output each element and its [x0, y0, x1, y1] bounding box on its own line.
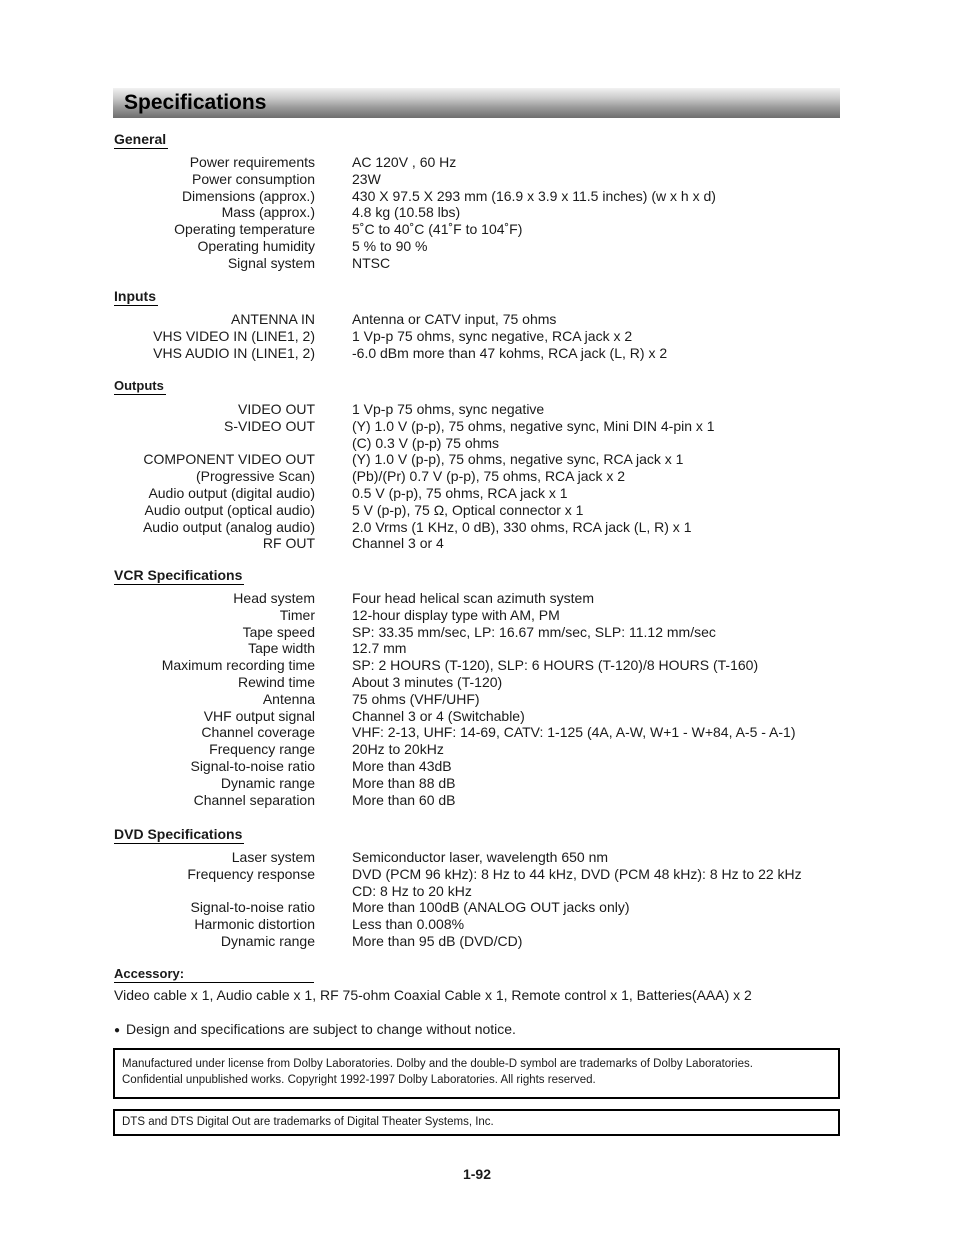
spec-value: (C) 0.3 V (p-p) 75 ohms	[352, 434, 500, 451]
spec-value: Less than 0.008%	[352, 916, 465, 933]
notice-text: Design and specifications are subject to change without notice.	[126, 1021, 516, 1037]
spec-label: Signal-to-noise ratio	[190, 899, 315, 916]
spec-table-dvd	[114, 849, 844, 950]
spec-value: Antenna or CATV input, 75 ohms	[352, 311, 557, 327]
spec-value: CD: 8 Hz to 20 kHz	[352, 882, 472, 899]
spec-row	[114, 519, 844, 536]
section-general	[114, 131, 844, 272]
spec-label: RF OUT	[262, 535, 315, 552]
spec-row	[114, 758, 844, 775]
spec-row	[114, 451, 844, 468]
spec-row	[114, 657, 844, 674]
spec-value: Channel 3 or 4 (Switchable)	[352, 707, 525, 724]
spec-row	[114, 255, 844, 272]
title-banner	[113, 88, 840, 118]
dolby-line-1: Manufactured under license from Dolby Laboratories. Dolby and the double-D symbol are trademarks of Dolby Laboratories.	[122, 1058, 753, 1070]
spec-label: VHS AUDIO IN (LINE1, 2)	[153, 344, 315, 361]
spec-table-outputs	[114, 401, 844, 552]
spec-row	[114, 933, 844, 950]
spec-value: (Y) 1.0 V (p-p), 75 ohms, negative sync, Mini DIN 4-pin x 1	[352, 417, 715, 434]
spec-row	[114, 154, 844, 171]
spec-value: 0.5 V (p-p), 75 ohms, RCA jack x 1	[352, 484, 568, 501]
spec-row	[114, 674, 844, 691]
spec-row	[114, 741, 844, 758]
spec-label: Maximum recording time	[161, 657, 315, 674]
notice	[114, 1021, 844, 1040]
spec-label: S-VIDEO OUT	[223, 417, 315, 434]
spec-value: (Y) 1.0 V (p-p), 75 ohms, negative sync, RCA jack x 1	[352, 451, 684, 468]
spec-label: Operating temperature	[174, 221, 315, 238]
spec-value: Channel 3 or 4	[352, 535, 444, 552]
dolby-line-2: Confidential unpublished works. Copyright 1992-1997 Dolby Laboratories. All rights reserved.	[122, 1074, 596, 1086]
dts-trademark-box	[113, 1109, 840, 1136]
spec-table-general	[114, 154, 844, 272]
spec-row	[114, 468, 844, 485]
spec-label: Tape speed	[242, 623, 315, 640]
spec-value: More than 60 dB	[352, 791, 456, 808]
spec-label: ANTENNA IN	[230, 311, 315, 327]
section-heading-inputs: Inputs	[114, 288, 156, 304]
spec-row	[114, 418, 844, 435]
spec-value: Four head helical scan azimuth system	[352, 590, 594, 606]
spec-value: More than 88 dB	[352, 774, 456, 791]
spec-label: Dynamic range	[220, 932, 315, 949]
spec-row	[114, 775, 844, 792]
spec-value: 1 Vp-p 75 ohms, sync negative, RCA jack x 2	[352, 327, 633, 344]
section-heading-outputs: Outputs	[114, 378, 164, 393]
spec-table-inputs	[114, 311, 844, 361]
spec-label: Frequency response	[187, 865, 315, 882]
spec-label: Channel coverage	[201, 724, 315, 741]
spec-value: 12-hour display type with AM, PM	[352, 606, 560, 623]
spec-row	[114, 435, 844, 452]
spec-value: SP: 33.35 mm/sec, LP: 16.67 mm/sec, SLP: 11.12 mm/sec	[352, 623, 716, 640]
spec-value: 4.8 kg (10.58 lbs)	[352, 204, 461, 221]
spec-row	[114, 485, 844, 502]
spec-row	[114, 640, 844, 657]
spec-label: Signal-to-noise ratio	[190, 757, 315, 774]
spec-row	[114, 899, 844, 916]
spec-label: Channel separation	[193, 791, 315, 808]
spec-row	[114, 708, 844, 725]
spec-value: More than 100dB (ANALOG OUT jacks only)	[352, 899, 630, 916]
section-heading-dvd: DVD Specifications	[114, 826, 243, 842]
spec-row	[114, 792, 844, 809]
spec-value: More than 43dB	[352, 757, 452, 774]
spec-row	[114, 238, 844, 255]
spec-label: Timer	[279, 606, 315, 623]
spec-value: AC 120V , 60 Hz	[352, 154, 457, 170]
spec-value: 5˚C to 40˚C (41˚F to 104˚F)	[352, 221, 523, 238]
spec-row	[114, 883, 844, 900]
spec-label: Head system	[233, 590, 315, 606]
spec-label: Audio output (analog audio)	[142, 518, 315, 535]
spec-value: (Pb)/(Pr) 0.7 V (p-p), 75 ohms, RCA jack x 2	[352, 468, 626, 485]
section-inputs	[114, 288, 844, 361]
spec-value: 1 Vp-p 75 ohms, sync negative	[352, 401, 545, 417]
spec-label: Dimensions (approx.)	[181, 187, 315, 204]
spec-value: 75 ohms (VHF/UHF)	[352, 690, 480, 707]
spec-label: COMPONENT VIDEO OUT	[143, 451, 315, 468]
section-dvd	[114, 826, 844, 950]
spec-row	[114, 171, 844, 188]
spec-row	[114, 401, 844, 418]
spec-row	[114, 345, 844, 362]
spec-value: -6.0 dBm more than 47 kohms, RCA jack (L, R) x 2	[352, 344, 668, 361]
spec-row	[114, 535, 844, 552]
spec-label: Frequency range	[209, 741, 315, 758]
spec-label: Operating humidity	[197, 237, 315, 254]
spec-label: Antenna	[262, 690, 315, 707]
spec-row	[114, 221, 844, 238]
spec-label: Harmonic distortion	[194, 916, 315, 933]
spec-value: SP: 2 HOURS (T-120), SLP: 6 HOURS (T-120)/8 HOURS (T-160)	[352, 657, 759, 674]
dolby-trademark-box	[113, 1048, 840, 1099]
spec-row	[114, 724, 844, 741]
spec-row	[114, 590, 844, 607]
section-heading-general: General	[114, 131, 167, 147]
dts-text: DTS and DTS Digital Out are trademarks of Digital Theater Systems, Inc.	[122, 1116, 494, 1128]
spec-row	[114, 204, 844, 221]
spec-label: (Progressive Scan)	[195, 468, 315, 485]
spec-value: Semiconductor laser, wavelength 650 nm	[352, 849, 609, 865]
spec-row	[114, 866, 844, 883]
spec-row	[114, 502, 844, 519]
spec-label: VHS VIDEO IN (LINE1, 2)	[153, 327, 315, 344]
spec-label: Power requirements	[189, 154, 315, 170]
spec-table-vcr	[114, 590, 844, 808]
bullet-icon: ●	[114, 1025, 121, 1036]
spec-value: VHF: 2-13, UHF: 14-69, CATV: 1-125 (4A, A-W, W+1 - W+84, A-5 - A-1)	[352, 724, 796, 741]
spec-value: About 3 minutes (T-120)	[352, 673, 503, 690]
page-number: 1-92	[462, 1166, 492, 1182]
spec-row	[114, 916, 844, 933]
spec-label: Mass (approx.)	[221, 204, 315, 221]
spec-label: Rewind time	[237, 673, 315, 690]
spec-value: 5 V (p-p), 75 Ω, Optical connector x 1	[352, 501, 584, 518]
page-title: Specifications	[124, 91, 267, 114]
spec-value: DVD (PCM 96 kHz): 8 Hz to 44 kHz, DVD (PCM 48 kHz): 8 Hz to 22 kHz	[352, 865, 802, 882]
section-vcr	[114, 567, 844, 808]
section-outputs	[114, 377, 844, 552]
spec-row	[114, 188, 844, 205]
accessory-heading: Accessory:	[114, 966, 314, 983]
spec-label: VHF output signal	[203, 707, 315, 724]
section-accessory	[114, 966, 844, 1004]
spec-value: 20Hz to 20kHz	[352, 741, 444, 758]
spec-value: 5 % to 90 %	[352, 237, 428, 254]
accessory-list: Video cable x 1, Audio cable x 1, RF 75-ohm Coaxial Cable x 1, Remote control x 1, Batteries(AAA) x 2	[114, 987, 752, 1003]
spec-label: Tape width	[248, 640, 315, 657]
spec-row	[114, 624, 844, 641]
spec-label: Signal system	[227, 254, 315, 271]
spec-label: Power consumption	[192, 170, 315, 187]
section-heading-vcr: VCR Specifications	[114, 567, 243, 583]
spec-value: NTSC	[352, 254, 391, 271]
spec-value: 2.0 Vrms (1 KHz, 0 dB), 330 ohms, RCA jack (L, R) x 1	[352, 518, 692, 535]
spec-label: Dynamic range	[220, 774, 315, 791]
spec-label: Audio output (optical audio)	[144, 501, 315, 518]
spec-row	[114, 849, 844, 866]
spec-row	[114, 311, 844, 328]
spec-value: More than 95 dB (DVD/CD)	[352, 932, 523, 949]
spec-value: 23W	[352, 170, 381, 187]
spec-value: 430 X 97.5 X 293 mm (16.9 x 3.9 x 11.5 inches) (w x h x d)	[352, 187, 716, 204]
spec-row	[114, 691, 844, 708]
spec-value: 12.7 mm	[352, 640, 407, 657]
spec-label: Audio output (digital audio)	[148, 484, 315, 501]
spec-label: VIDEO OUT	[237, 401, 315, 417]
spec-row	[114, 607, 844, 624]
spec-label: Laser system	[231, 849, 315, 865]
spec-row	[114, 328, 844, 345]
